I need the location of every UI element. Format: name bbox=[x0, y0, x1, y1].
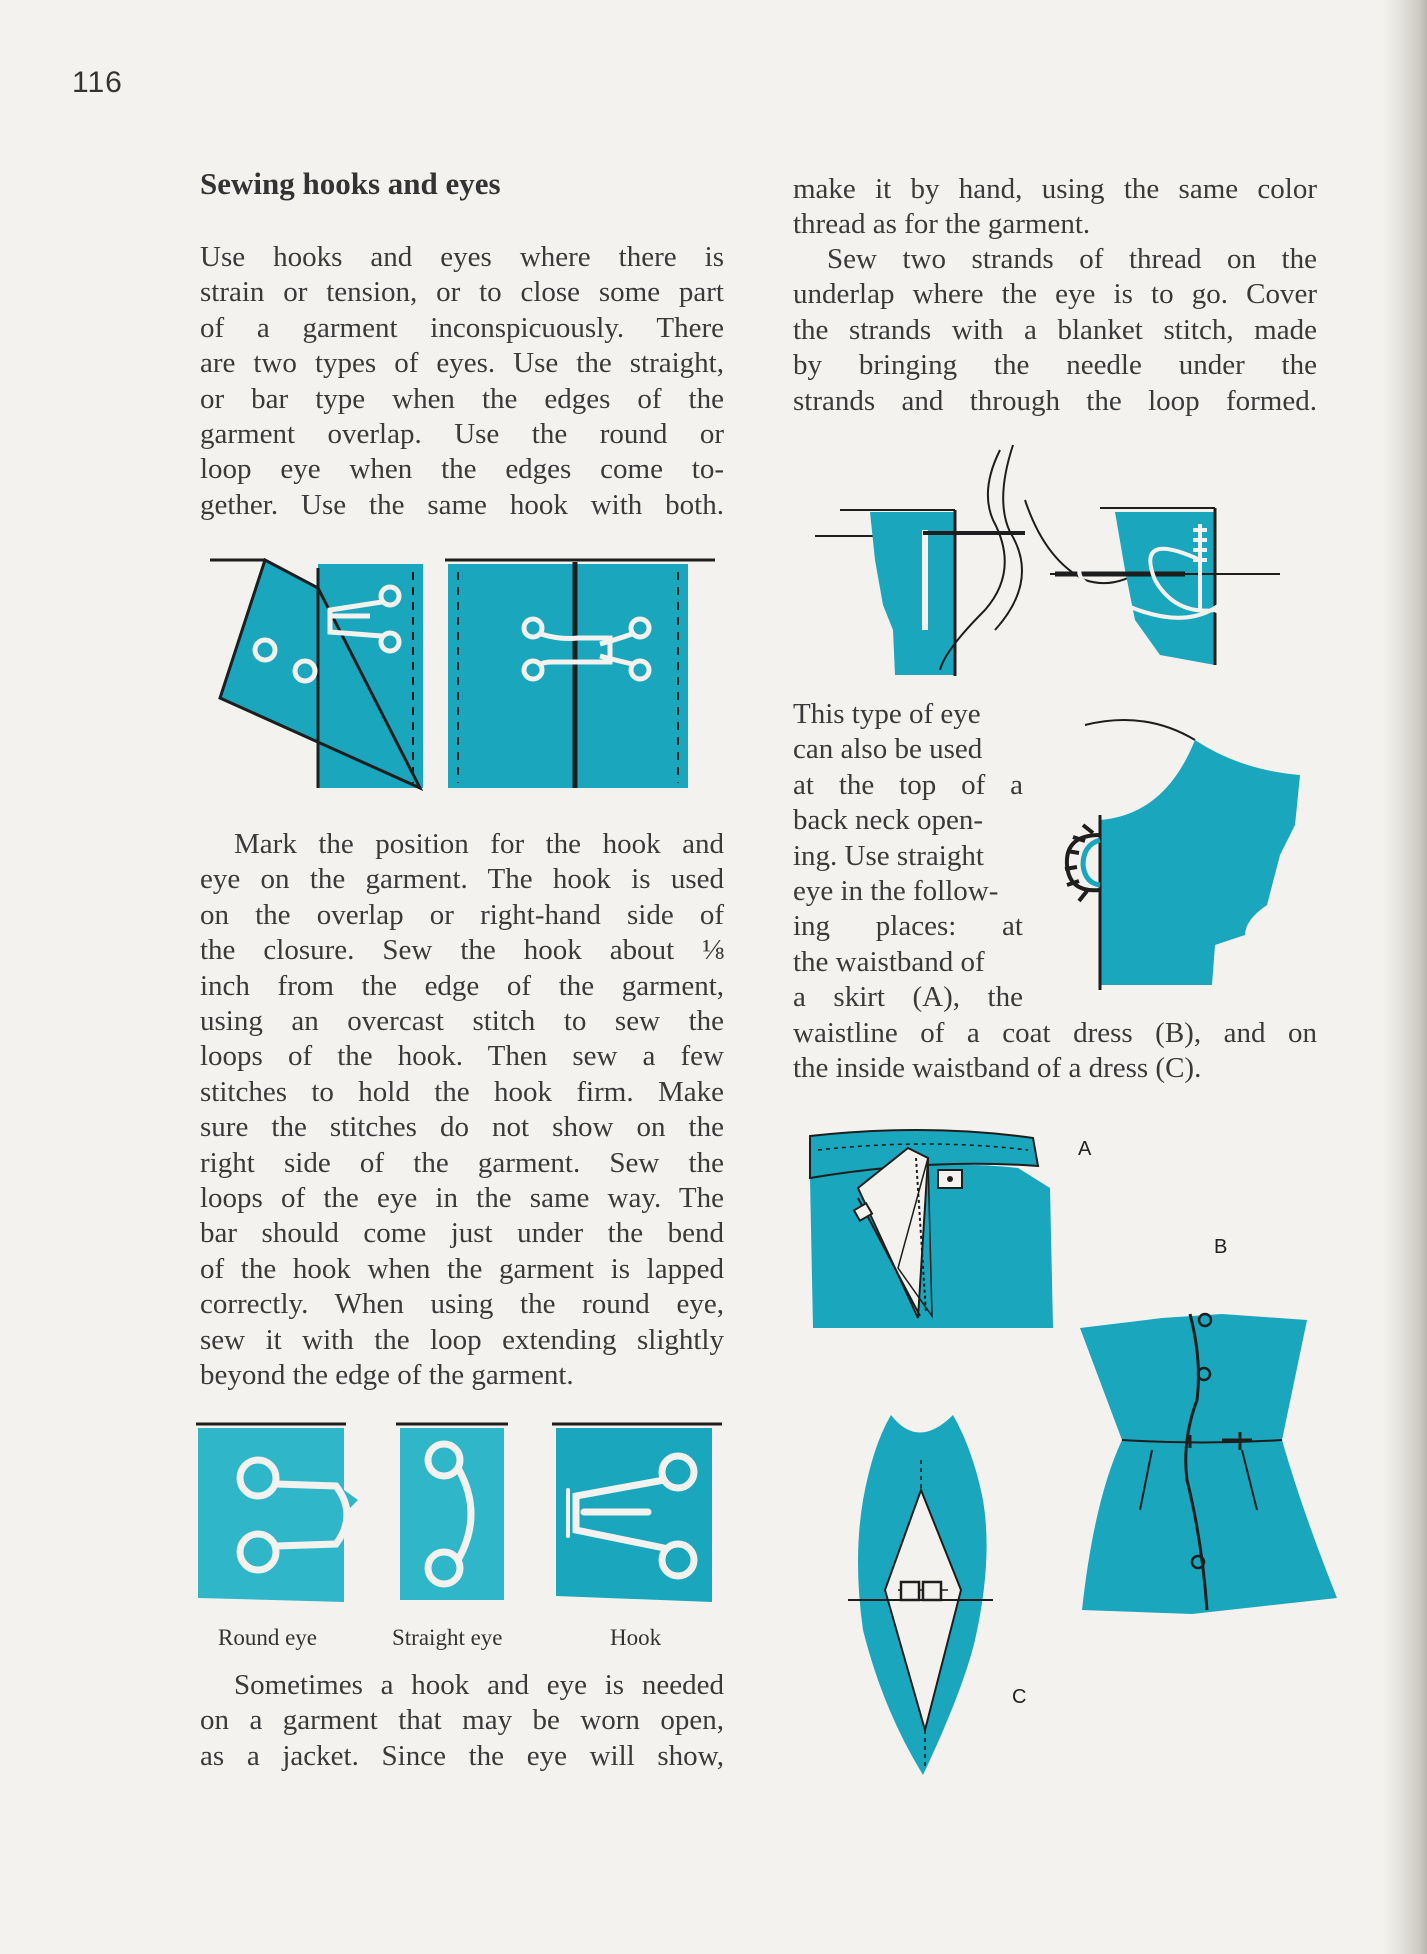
text-line: ing places: at bbox=[793, 910, 1023, 943]
text-line: underlap where the eye is to go. Cover bbox=[793, 278, 1317, 311]
section-heading: Sewing hooks and eyes bbox=[200, 166, 501, 201]
fabric-left-panel bbox=[448, 564, 573, 788]
text-line: strain or tension, or to close some part bbox=[200, 276, 724, 309]
text-line: stitches to hold the hook firm. Make bbox=[200, 1075, 724, 1108]
text-line: by bringing the needle under the bbox=[793, 349, 1317, 382]
text-line: eye on the garment. The hook is used bbox=[200, 863, 724, 896]
text-line: bar should come just under the bend bbox=[200, 1217, 724, 1250]
round-eye-swatch bbox=[198, 1428, 358, 1602]
left-paragraph-2 bbox=[200, 827, 724, 1394]
text-line: loops of the hook. Then sew a few bbox=[200, 1040, 724, 1073]
figure-letter-a: A bbox=[1078, 1138, 1092, 1160]
text-line: make it by hand, using the same color bbox=[793, 173, 1317, 205]
text-line: loops of the eye in the same way. The bbox=[200, 1182, 724, 1215]
text-line: can also be used bbox=[793, 733, 983, 766]
text-line: the inside waistband of a dress (C). bbox=[793, 1052, 1202, 1085]
coat-dress-waistline-illustration bbox=[1072, 1300, 1342, 1625]
text-line: the waistband of bbox=[793, 945, 985, 978]
figure-letter-c: C bbox=[1012, 1686, 1027, 1708]
text-line: garment overlap. Use the round or bbox=[200, 418, 724, 451]
text-line: or bar type when the edges of the bbox=[200, 382, 724, 415]
caption-round-eye: Round eye bbox=[218, 1625, 318, 1650]
text-line: on the overlap or right-hand side of bbox=[200, 898, 724, 931]
text-line: as a jacket. Since the eye will show, bbox=[200, 1739, 724, 1772]
straight-eye-swatch bbox=[400, 1428, 504, 1600]
hook-icon bbox=[901, 1582, 919, 1600]
text-line: Mark the position for the hook and bbox=[234, 828, 724, 860]
skirt-waistband-illustration bbox=[788, 1128, 1058, 1333]
text-line: are two types of eyes. Use the straight, bbox=[200, 347, 724, 380]
text-line: eye in the follow- bbox=[793, 875, 999, 908]
text-line: loop eye when the edges come to- bbox=[200, 453, 724, 486]
text-line: correctly. When using the round eye, bbox=[200, 1288, 724, 1321]
straight-eye-icon bbox=[923, 1582, 941, 1600]
text-line: sew it with the loop extending slightly bbox=[200, 1323, 724, 1356]
page-edge-shadow bbox=[1383, 0, 1427, 1954]
right-paragraph-1 bbox=[793, 172, 1317, 243]
text-line: right side of the garment. Sew the bbox=[200, 1146, 724, 1179]
hook-and-eye-closures-illustration bbox=[200, 548, 720, 798]
text-line: of a garment inconspicuously. There bbox=[200, 311, 724, 344]
right-paragraph-3 bbox=[793, 697, 1023, 1016]
text-line: back neck open- bbox=[793, 804, 984, 837]
text-line: strands and through the loop formed. bbox=[793, 384, 1317, 417]
right-paragraph-3-continued bbox=[793, 1016, 1317, 1087]
text-line: thread as for the garment. bbox=[793, 208, 1091, 241]
left-paragraph-1 bbox=[200, 240, 724, 523]
text-line: sure the stitches do not show on the bbox=[200, 1111, 724, 1144]
text-line: the strands with a blanket stitch, made bbox=[793, 313, 1317, 346]
text-line: inch from the edge of the garment, bbox=[200, 969, 724, 1002]
dress-inside-waistband-illustration bbox=[843, 1410, 1003, 1780]
caption-straight-eye: Straight eye bbox=[392, 1625, 503, 1650]
text-line: ing. Use straight bbox=[793, 839, 984, 872]
text-line: on a garment that may be worn open, bbox=[200, 1704, 724, 1737]
text-line: of the hook when the garment is lapped bbox=[200, 1252, 724, 1285]
right-paragraph-2 bbox=[793, 242, 1317, 419]
caption-hook: Hook bbox=[610, 1625, 662, 1650]
neckline-fabric bbox=[1100, 740, 1300, 985]
text-line: Use hooks and eyes where there is bbox=[200, 241, 724, 273]
back-neck-opening-illustration bbox=[1055, 715, 1325, 995]
fabric-underlap-left bbox=[870, 512, 955, 675]
text-line: a skirt (A), the bbox=[793, 981, 1023, 1014]
text-line: at the top of a bbox=[793, 768, 1023, 801]
left-paragraph-3 bbox=[200, 1668, 724, 1774]
figure-letter-b: B bbox=[1214, 1236, 1228, 1258]
hook-eye-types-illustration bbox=[196, 1420, 722, 1610]
page-number: 116 bbox=[72, 66, 123, 99]
text-line: gether. Use the same hook with both. bbox=[200, 488, 724, 521]
text-line: This type of eye bbox=[793, 698, 981, 730]
coat-dress-fabric bbox=[1080, 1314, 1337, 1614]
text-line: the closure. Sew the hook about ⅛ bbox=[200, 934, 724, 967]
text-line: beyond the edge of the garment. bbox=[200, 1359, 574, 1392]
thread-eye-stitch-illustration bbox=[815, 440, 1295, 680]
text-line: Sometimes a hook and eye is needed bbox=[234, 1669, 724, 1701]
text-line: waistline of a coat dress (B), and on bbox=[793, 1017, 1317, 1049]
text-line: using an overcast stitch to sew the bbox=[200, 1005, 724, 1038]
text-line: Sew two strands of thread on the bbox=[827, 243, 1317, 275]
